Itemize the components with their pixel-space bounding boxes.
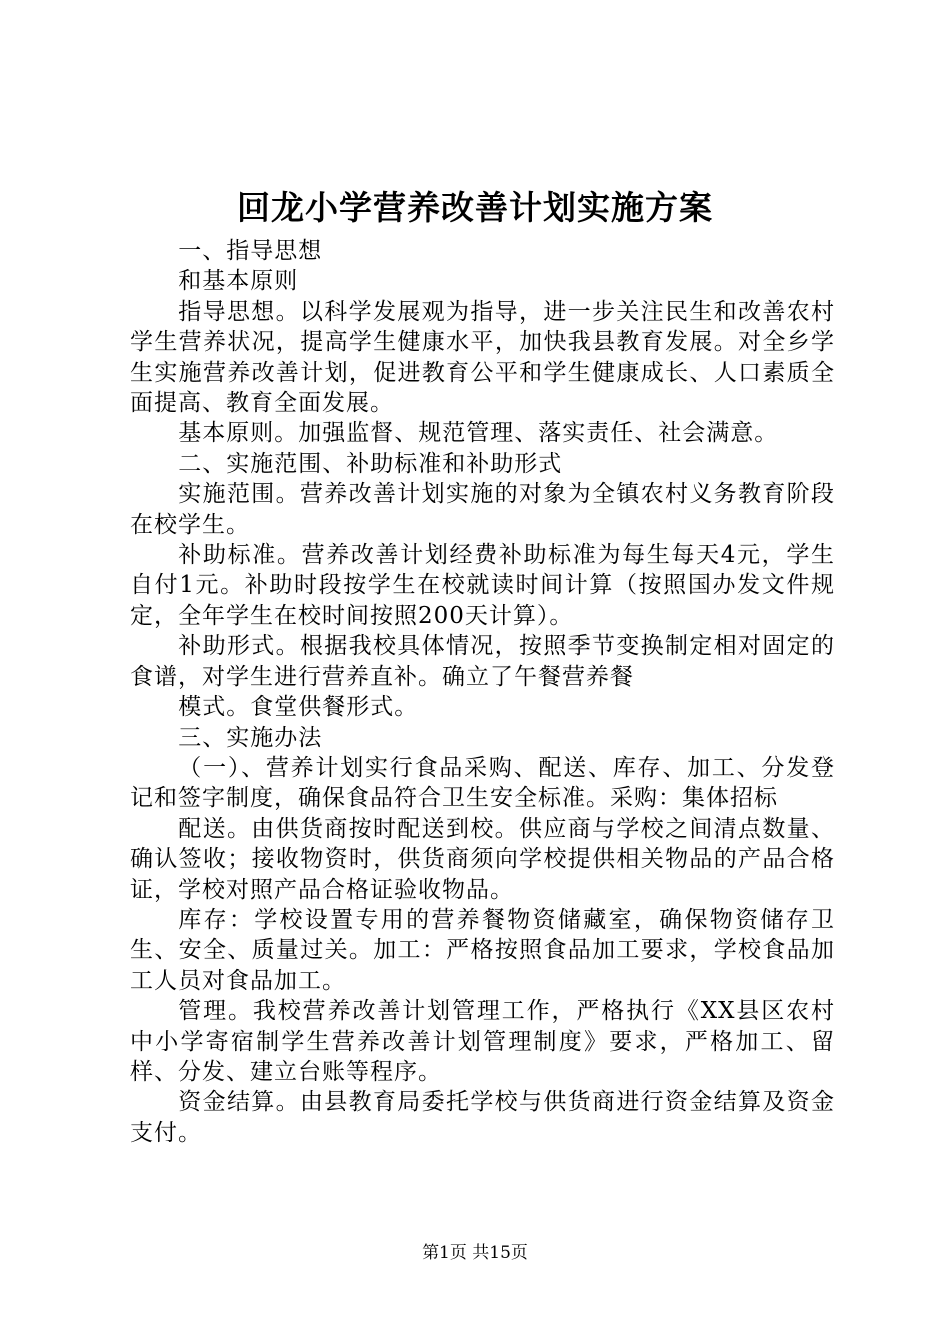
- paragraph-scope: 实施范围。营养改善计划实施的对象为全镇农村义务教育阶段在校学生。: [130, 481, 835, 538]
- document-body: [130, 236, 835, 1148]
- paragraph-model: 模式。食堂供餐形式。: [178, 694, 419, 721]
- paragraph-management: 管理。我校营养改善计划管理工作，严格执行《XX县区农村中小学寄宿制学生营养改善计划管理制度》要求，严格加工、留样、分发、建立台账等程序。: [130, 998, 835, 1085]
- page-number-footer: 第1页 共15页: [422, 1243, 528, 1263]
- section-heading-1: 一、指导思想: [178, 238, 323, 264]
- paragraph-delivery: 配送。由供货商按时配送到校。供应商与学校之间清点数量、确认签收；接收物资时，供货商须向学校提供相关物品的产品合格证，学校对照产品合格证验收物品。: [130, 815, 835, 903]
- paragraph-storage: 库存：学校设置专用的营养餐物资储藏室，确保物资储存卫生、安全、质量过关。加工：严格按照食品加工要求，学校食品加工人员对食品加工。: [130, 906, 835, 994]
- paragraph-procurement: （一）、营养计划实行食品采购、配送、库存、加工、分发登记和签字制度，确保食品符合卫生安全标准。采购：集体招标: [130, 754, 835, 812]
- paragraph-subsidy-form: 补助形式。根据我校具体情况，按照季节变换制定相对固定的食谱，对学生进行营养直补。确立了午餐营养餐: [130, 633, 835, 690]
- paragraph-basic-principles: 基本原则。加强监督、规范管理、落实责任、社会满意。: [178, 420, 779, 447]
- paragraph-settlement: 资金结算。由县教育局委托学校与供货商进行资金结算及资金支付。: [130, 1089, 835, 1146]
- paragraph-guiding-thought: 指导思想。以科学发展观为指导，进一步关注民生和改善农村学生营养状况，提高学生健康水平，加快我县教育发展。对全乡学生实施营养改善计划，促进教育公平和学生健康成长、人口素质全面提高、教育全面发展。: [130, 298, 835, 417]
- section-heading-1-continued: 和基本原则: [178, 268, 299, 295]
- section-heading-3: 三、实施办法: [178, 724, 323, 751]
- document-title: 回龙小学营养改善计划实施方案: [237, 188, 713, 227]
- paragraph-subsidy-standard: 补助标准。营养改善计划经费补助标准为每生每天4元，学生自付1元。补助时段按学生在校就读时间计算（按照国办发文件规定，全年学生在校时间按照200天计算）。: [130, 542, 835, 629]
- section-heading-2: 二、实施范围、补助标准和补助形式: [178, 450, 563, 477]
